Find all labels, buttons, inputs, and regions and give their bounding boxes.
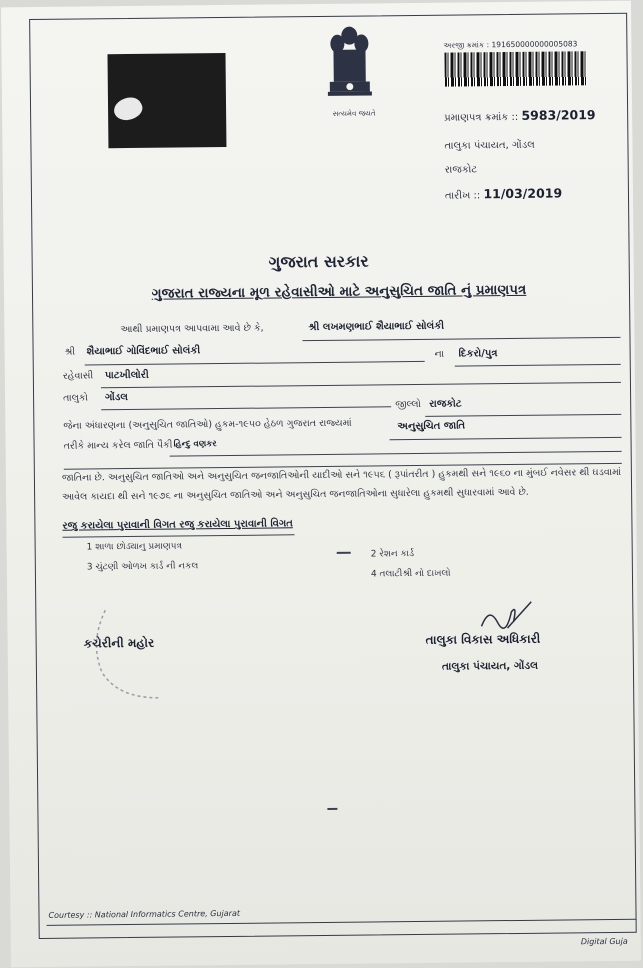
caste-name: હિન્દુ વણકર <box>173 439 217 450</box>
village-name: પાટખીલોરી <box>104 369 149 382</box>
courtesy-footer: Courtesy :: National Informatics Centre, Gujarat <box>48 908 241 920</box>
certificate-number: 5983/2019 <box>521 107 596 123</box>
document-item: 3 ચુંટણી ઓળખ કાર્ડ ની નકલ <box>86 561 199 573</box>
relation-value: દિકરો/પુત્ર <box>458 348 498 360</box>
shri-label: શ્રી <box>64 346 76 358</box>
emblem-motto: સત્યમેવ જયતે <box>332 109 376 118</box>
intro-text: આથી પ્રમાણપત્ર આપવામા આવે છે કે, <box>120 322 264 336</box>
barcode <box>444 51 586 86</box>
recognized-label: તરીકે માન્ય કરેલ જાતિ પૈકી <box>63 439 173 452</box>
document-item: 1 શાળા છોડ્યાનુ પ્રમાણપત્ર <box>86 541 183 553</box>
application-number: અરજી ક્રમાંક : 191650000000005083 <box>443 39 578 50</box>
state-emblem-icon <box>319 25 380 112</box>
documents-heading: રજુ કરાયેલા પુરાવાની વિગત રજુ કરાયેલા પુરાવાની વિગત <box>62 518 293 532</box>
dash-mark <box>327 808 337 810</box>
issuing-office: તાલુકા પંચાયત, ગોંડલ <box>444 139 535 152</box>
issue-date: 11/03/2019 <box>483 185 563 202</box>
applicant-photo <box>107 53 226 148</box>
applicant-name: શ્રી લખમણભાઈ શૈયાભાઈ સોલંકી <box>308 320 445 334</box>
dash-mark <box>337 552 351 554</box>
certificate-page <box>1 1 641 968</box>
officer-title: તાલુકા વિકાસ અધિકારી <box>425 631 541 647</box>
document-item: 2 રેશન કાર્ડ <box>370 549 415 560</box>
officer-office: તાલુકા પંચાયત, ગોંડલ <box>441 659 539 673</box>
order-text: જેના અંધારણના (અનુસુચિત જાતિઓ) હુકમ-૧૯૫૦ હેઠળ ગુજરાત રાજ્યમાં <box>63 417 352 432</box>
certificate-number-row <box>444 107 596 124</box>
taluka-label: તાલુકો <box>63 392 89 404</box>
certificate-title: ગુજરાત રાજ્યના મૂળ રહેવાસીઓ માટે અનુસુચિત જાતિ નું પ્રમાણપત્ર <box>151 281 527 302</box>
district-name: રાજકોટ <box>429 398 462 410</box>
caste-category: અનુસુચિત જાતિ <box>397 420 466 433</box>
office-seal-outline <box>87 601 198 702</box>
resident-label: રહેવાસી <box>62 370 94 382</box>
office-seal-caption: કચેરીની મહોર <box>83 635 155 651</box>
father-name: શૈયાભાઈ ગોવિંદભાઈ સોલંકી <box>86 345 201 358</box>
issue-date-row <box>445 185 562 201</box>
issue-date-label: તારીખ :: <box>444 190 481 202</box>
digital-gujarat-mark: Digital Guja <box>580 936 628 947</box>
officer-signature <box>477 600 537 635</box>
relation-label: ના <box>434 348 445 360</box>
certificate-number-label: પ્રમાણપત્ર ક્રમાંક :: <box>444 111 519 124</box>
district-label: જીલ્લો <box>395 398 421 411</box>
government-heading: ગુજરાત સરકાર <box>268 251 369 272</box>
document-item: 4 તલાટીશ્રી નો દાખલો <box>370 568 451 580</box>
taluka-name: ગોંડલ <box>105 392 129 404</box>
issuing-district: રાજકોટ <box>444 164 478 176</box>
legal-paragraph: જાતિના છે. અનુસુચિત જાતિઓ અને અનુસુચિત જનજાતિઓની યાદીઓ સને ૧૯૫૬ ( રૂપાંતરીત ) હુકમથી સને ૧૯૬૦ ના મુંબઈ નવેસર થી ઘડવામાં આવેલ કાયદા થી સને ૧૯૭૬ ના અનુસુચિત જાતિઓ અને અનુસુચિત જનજાતિઓના સુધારેલા હુકમથી સુધારવામાં આવે છે. <box>61 466 622 503</box>
